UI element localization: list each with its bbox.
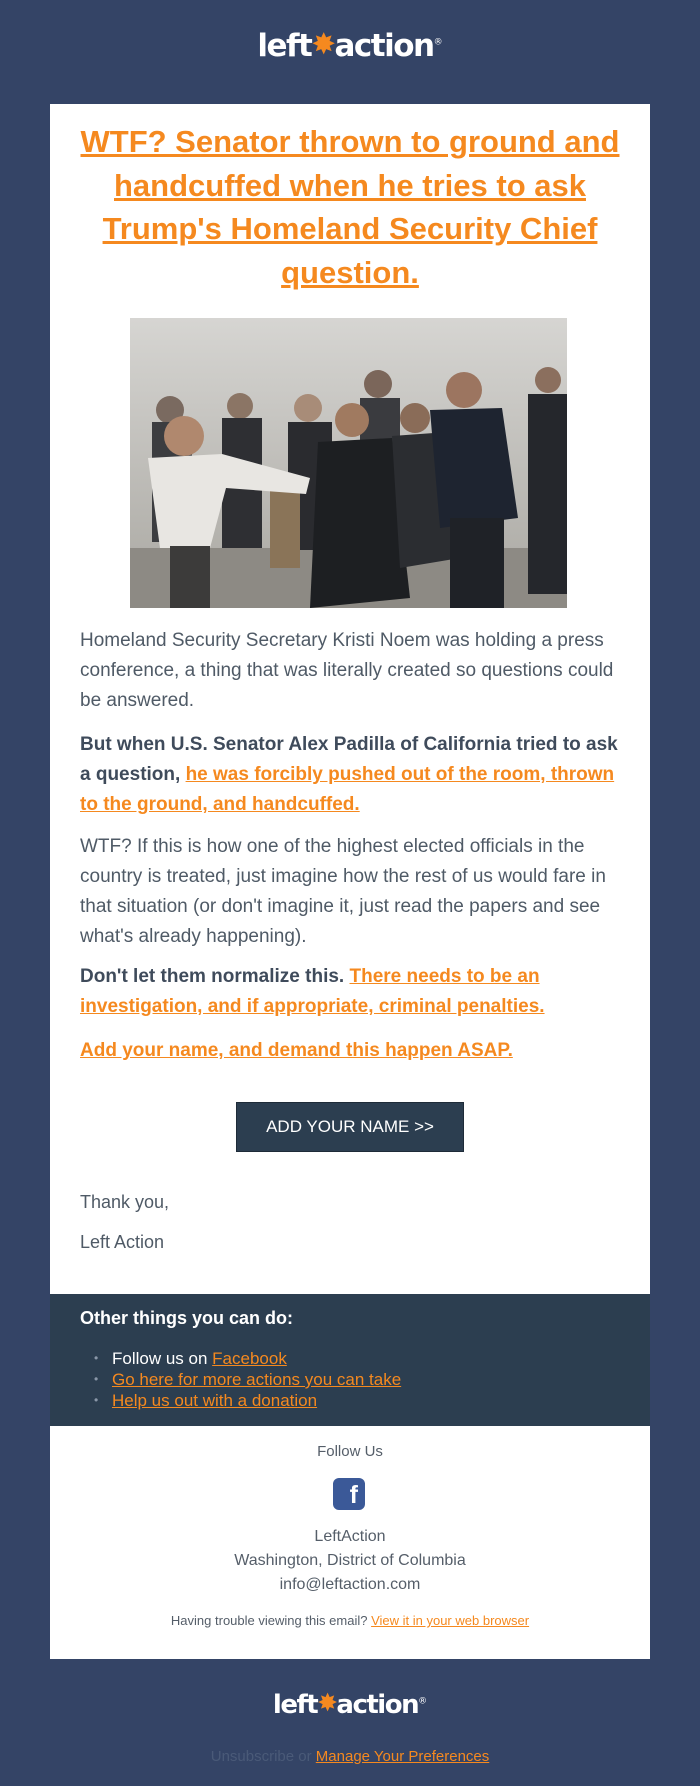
view-in-browser-link[interactable]: View it in your web browser <box>371 1613 530 1628</box>
signoff-text: Left Action <box>80 1232 165 1252</box>
unsubscribe-area <box>0 1748 700 1766</box>
add-your-name-button[interactable]: ADD YOUR NAME >> <box>236 1102 464 1152</box>
logo-burst-icon: ✸ <box>317 1688 337 1717</box>
wtf-paragraph: WTF? If this is how one of the highest elected officials in the country is treated, just imagine how the rest of us would fare in that situation (or don't imagine it, just read the papers and see what's already happening). <box>80 836 606 947</box>
trouble-text: Having trouble viewing this email? <box>170 1613 372 1628</box>
donation-link[interactable]: Help us out with a donation <box>112 1391 318 1410</box>
headline-link[interactable]: WTF? Senator thrown to ground and handcuffed when he tries to ask Trump's Homeland Security Chief question. <box>80 124 620 290</box>
facebook-link[interactable]: Facebook <box>212 1349 287 1368</box>
org-address: Washington, District of Columbia <box>234 1552 466 1569</box>
logo-right-text: action <box>334 28 434 64</box>
unsubscribe-link[interactable]: Unsubscribe <box>210 1748 295 1765</box>
logo-registered: ® <box>418 1696 428 1707</box>
normalize-text: Don't let them normalize this. <box>80 966 350 987</box>
list-item <box>80 1390 401 1411</box>
leftaction-logo-footer[interactable] <box>0 1690 700 1720</box>
list-item <box>80 1369 401 1390</box>
logo-burst-icon: ✸ <box>311 27 335 61</box>
add-your-name-link[interactable]: Add your name, and demand this happen ASAP. <box>80 1040 513 1061</box>
other-actions-title: Other things you can do: <box>80 1308 294 1328</box>
or-text: or <box>294 1748 316 1765</box>
logo-left-text: left <box>257 28 312 64</box>
manage-preferences-link[interactable]: Manage Your Preferences <box>315 1748 490 1765</box>
org-name: LeftAction <box>314 1528 386 1545</box>
other-actions-list <box>80 1348 401 1411</box>
follow-us-heading: Follow Us <box>317 1443 383 1460</box>
facebook-icon[interactable]: f <box>333 1478 365 1510</box>
leftaction-logo[interactable] <box>0 28 700 64</box>
logo-left-text: left <box>272 1690 318 1720</box>
investigation-link[interactable]: There needs to be an investigation, and if appropriate, criminal penalties. <box>80 966 545 1017</box>
other-actions-band <box>50 1294 650 1426</box>
logo-right-text: action <box>336 1690 419 1720</box>
more-actions-link[interactable]: Go here for more actions you can take <box>112 1370 402 1389</box>
list-item <box>80 1348 401 1369</box>
org-email: info@leftaction.com <box>279 1576 421 1593</box>
thanks-text: Thank you, <box>80 1192 170 1212</box>
main-card <box>50 104 650 1294</box>
senator-paragraph <box>80 730 620 820</box>
normalize-paragraph <box>80 962 620 1022</box>
hero-photo-illustration <box>130 318 567 608</box>
intro-paragraph: Homeland Security Secretary Kristi Noem was holding a press conference, a thing that was literally created so questions could be answered. <box>80 630 614 711</box>
hero-photo[interactable] <box>130 318 567 608</box>
add-name-paragraph <box>80 1036 620 1066</box>
footer-card <box>50 1426 650 1659</box>
logo-registered: ® <box>433 37 443 48</box>
senator-text: But when U.S. Senator Alex Padilla of California tried to ask a question, <box>80 734 618 785</box>
trouble-viewing <box>50 1613 650 1628</box>
forcibly-pushed-link[interactable]: he was forcibly pushed out of the room, thrown to the ground, and handcuffed. <box>80 764 615 815</box>
follow-us-text: Follow us on <box>112 1349 213 1368</box>
